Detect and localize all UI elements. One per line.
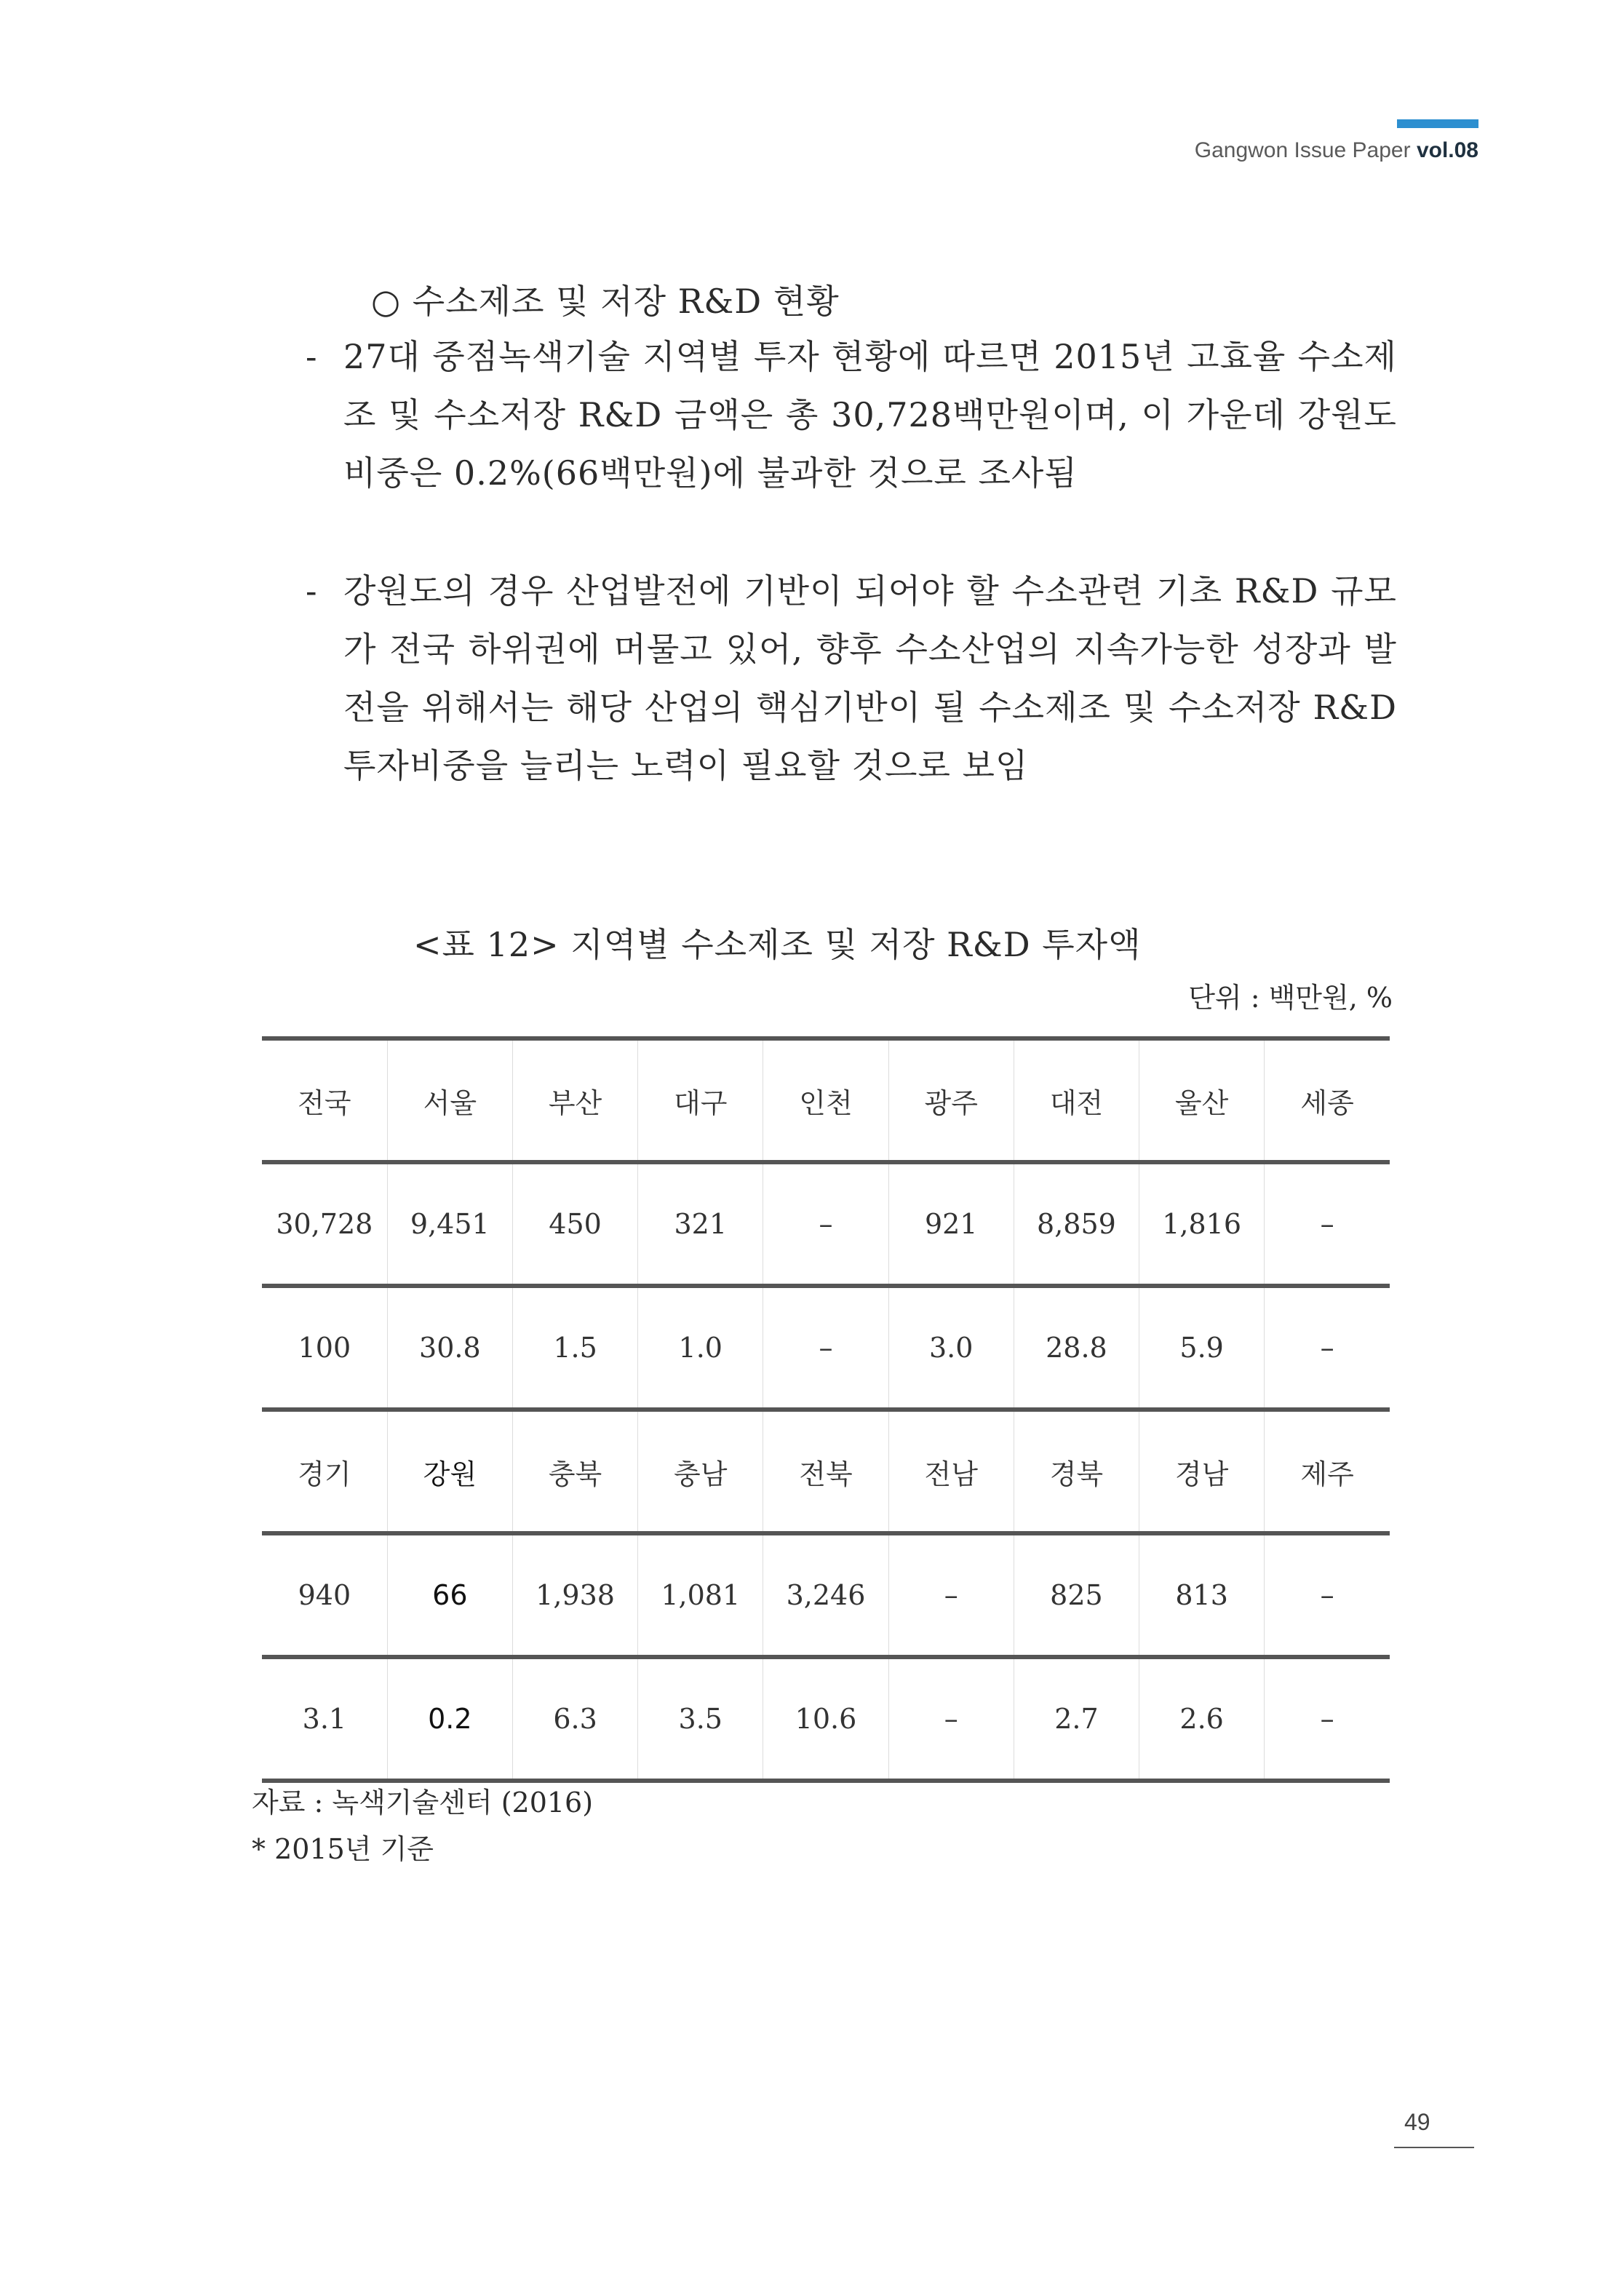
region-cell: 광주: [888, 1038, 1014, 1162]
region-cell: 부산: [512, 1038, 637, 1162]
amount-cell: 1,081: [638, 1533, 763, 1657]
amount-cell: 1,816: [1139, 1162, 1265, 1286]
region-cell: 충북: [512, 1410, 637, 1533]
share-cell: –: [1265, 1286, 1390, 1410]
share-cell: 10.6: [763, 1657, 888, 1781]
region-cell: 경남: [1139, 1410, 1265, 1533]
share-cell: –: [1265, 1657, 1390, 1781]
share-cell: 3.1: [302, 1703, 347, 1735]
amount-cell: 450: [512, 1162, 637, 1286]
amount-cell: 3,246: [763, 1533, 888, 1657]
page-number-rule: [1394, 2147, 1474, 2148]
amount-cell-gangwon: 66: [387, 1533, 512, 1657]
region-cell: 울산: [1139, 1038, 1265, 1162]
table-row: [262, 1162, 1390, 1286]
share-cell: –: [888, 1657, 1014, 1781]
table-row: [262, 1657, 1390, 1781]
region-cell: 세종: [1265, 1038, 1390, 1162]
amount-cell: 1,938: [512, 1533, 637, 1657]
region-cell: 대전: [1014, 1038, 1139, 1162]
share-cell: 2.6: [1139, 1657, 1265, 1781]
amount-cell: –: [888, 1533, 1014, 1657]
amount-cell: –: [763, 1162, 888, 1286]
region-cell: 경북: [1014, 1410, 1139, 1533]
share-cell: 3.5: [638, 1657, 763, 1781]
bullet-paragraph: [306, 562, 1397, 795]
series-name: Gangwon Issue Paper: [1194, 138, 1417, 162]
bullet-dash: -: [306, 337, 317, 376]
share-cell: 1.0: [638, 1286, 763, 1410]
amount-cell: –: [1265, 1162, 1390, 1286]
amount-cell: –: [1265, 1533, 1390, 1657]
share-cell: 28.8: [1014, 1286, 1139, 1410]
bullet-paragraph: [306, 327, 1397, 502]
bullet-text: 27대 중점녹색기술 지역별 투자 현황에 따르면 2015년 고효율 수소제조 및 수소저장 R&D 금액은 총 30,728백만원이며, 이 가운데 강원도 비중은 0.2%(66백만원)에 불과한 것으로 조사됨: [343, 337, 1397, 493]
region-cell: 전국: [298, 1086, 351, 1119]
amount-cell: 321: [638, 1162, 763, 1286]
amount-cell: 9,451: [387, 1162, 512, 1286]
region-cell: 전남: [888, 1410, 1014, 1533]
table-row: [262, 1533, 1390, 1657]
region-cell: 제주: [1265, 1410, 1390, 1533]
bullet-dash: -: [306, 571, 317, 611]
page-number: 49: [1404, 2109, 1430, 2135]
share-cell: 100: [298, 1332, 351, 1364]
region-cell-gangwon: 강원: [387, 1410, 512, 1533]
table-caption: <표 12> 지역별 수소제조 및 저장 R&D 투자액: [413, 925, 1142, 964]
amount-cell: 30,728: [276, 1208, 373, 1240]
table-row: [262, 1038, 1390, 1162]
share-cell: 5.9: [1139, 1286, 1265, 1410]
amount-cell: 825: [1014, 1533, 1139, 1657]
amount-cell: 8,859: [1014, 1162, 1139, 1286]
header-accent-bar: [1397, 119, 1478, 128]
table-row: [262, 1410, 1390, 1533]
table-note: * 2015년 기준: [252, 1833, 434, 1865]
share-cell: 30.8: [387, 1286, 512, 1410]
table-row: [262, 1286, 1390, 1410]
table-source: 자료 : 녹색기술센터 (2016): [252, 1787, 594, 1819]
share-cell: 1.5: [512, 1286, 637, 1410]
region-cell: 경기: [298, 1458, 351, 1490]
bullet-text: 강원도의 경우 산업발전에 기반이 되어야 할 수소관련 기초 R&D 규모가 전국 하위권에 머물고 있어, 향후 수소산업의 지속가능한 성장과 발전을 위해서는 해당 산업의 핵심기반이 될 수소제조 및 수소저장 R&D 투자비중을 늘리는 노력이 필요할 것으로 보임: [343, 571, 1397, 785]
share-cell: 3.0: [888, 1286, 1014, 1410]
region-cell: 전북: [763, 1410, 888, 1533]
region-cell: 인천: [763, 1038, 888, 1162]
table-unit: 단위 : 백만원, %: [1188, 982, 1393, 1014]
amount-cell: 813: [1139, 1533, 1265, 1657]
amount-cell: 940: [298, 1579, 351, 1611]
share-cell: 2.7: [1014, 1657, 1139, 1781]
running-head: [1195, 138, 1478, 163]
region-cell: 대구: [638, 1038, 763, 1162]
share-cell: –: [763, 1286, 888, 1410]
share-cell: 6.3: [512, 1657, 637, 1781]
region-cell: 충남: [638, 1410, 763, 1533]
region-cell: 서울: [387, 1038, 512, 1162]
amount-cell: 921: [888, 1162, 1014, 1286]
investment-table: [262, 1036, 1390, 1783]
volume-label: vol.08: [1416, 138, 1478, 162]
section-title: ○ 수소제조 및 저장 R&D 현황: [371, 282, 840, 321]
share-cell-gangwon: 0.2: [387, 1657, 512, 1781]
